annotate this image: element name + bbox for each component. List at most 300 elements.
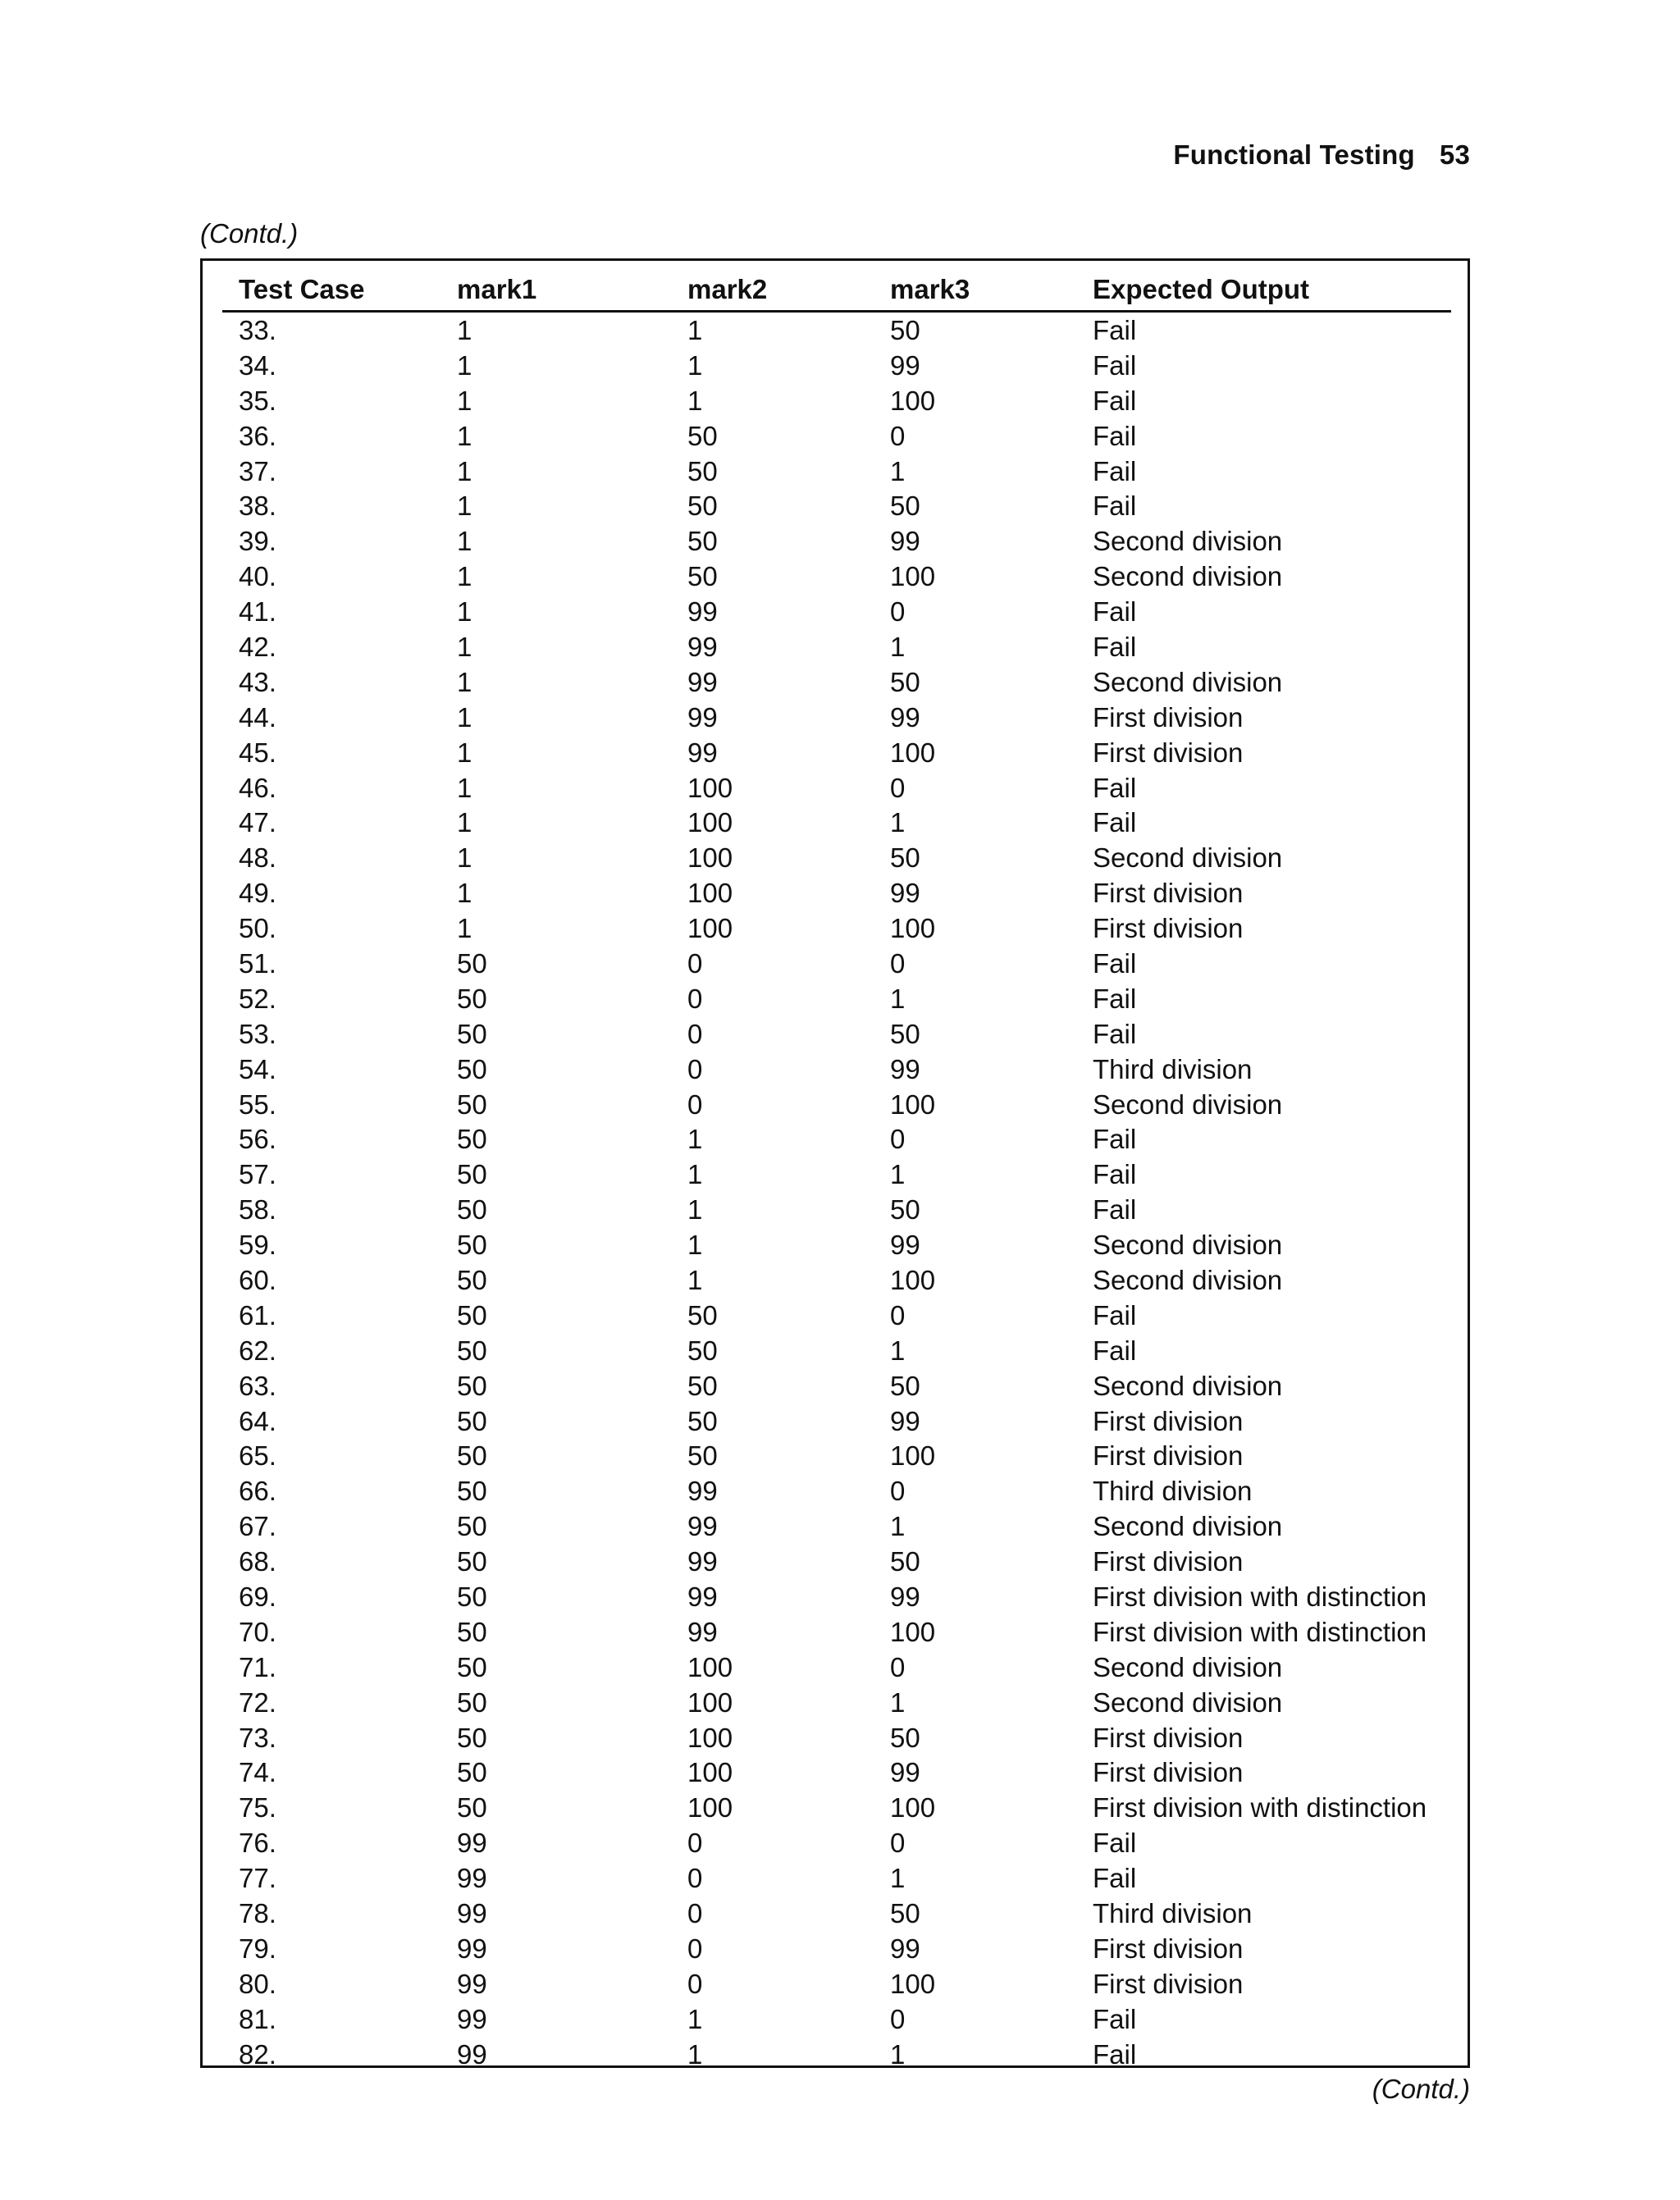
cell-mark2: 99	[687, 666, 718, 697]
table-row	[222, 700, 1451, 735]
table-frame	[200, 258, 1470, 2068]
cell-test-case: 55.	[239, 1089, 276, 1120]
column-header-test-case: Test Case	[222, 269, 441, 312]
cell-mark1: 99	[457, 1898, 487, 1929]
cell-mark1: 50	[457, 1616, 487, 1647]
cell-mark2: 50	[687, 455, 718, 486]
cell-mark3: 99	[890, 1230, 920, 1261]
cell-mark3: 50	[890, 842, 920, 874]
column-header-expected-output: Expected Output	[1076, 269, 1451, 312]
cell-mark3: 1	[890, 1511, 906, 1542]
cell-mark3: 0	[890, 2003, 906, 2034]
table-row	[222, 2001, 1451, 2037]
cell-mark1: 50	[457, 1476, 487, 1507]
cell-mark1: 50	[457, 1792, 487, 1823]
cell-mark1: 1	[457, 701, 472, 733]
cell-expected-output: Third division	[1093, 1898, 1253, 1929]
cell-mark3: 50	[890, 666, 920, 697]
cell-mark1: 50	[457, 1722, 487, 1753]
running-header	[1173, 139, 1470, 171]
cell-expected-output: First division	[1093, 1440, 1244, 1472]
cell-mark2: 50	[687, 1440, 718, 1472]
cell-test-case: 53.	[239, 1018, 276, 1049]
cell-mark1: 50	[457, 1194, 487, 1226]
cell-test-case: 49.	[239, 878, 276, 909]
cell-mark2: 100	[687, 1722, 733, 1753]
table-row	[222, 1121, 1451, 1157]
cell-test-case: 76.	[239, 1828, 276, 1859]
cell-test-case: 54.	[239, 1053, 276, 1084]
cell-mark1: 1	[457, 561, 472, 592]
cell-test-case: 44.	[239, 701, 276, 733]
table-row	[222, 735, 1451, 770]
cell-expected-output: First division with distinction	[1093, 1582, 1427, 1612]
cell-test-case: 74.	[239, 1757, 276, 1788]
cell-test-case: 82.	[239, 2038, 276, 2070]
cell-test-case: 38.	[239, 491, 276, 522]
cell-test-case: 35.	[239, 385, 276, 416]
cell-test-case: 77.	[239, 1863, 276, 1894]
table-row	[222, 383, 1451, 418]
cell-expected-output: First division	[1093, 1968, 1244, 1999]
cell-mark3: 100	[890, 385, 936, 416]
column-header-mark2: mark2	[671, 269, 874, 312]
table-row	[222, 348, 1451, 383]
cell-mark1: 1	[457, 349, 472, 381]
table-row	[222, 1368, 1451, 1404]
cell-mark1: 1	[457, 596, 472, 628]
cell-mark2: 50	[687, 1299, 718, 1330]
cell-mark3: 0	[890, 1651, 906, 1682]
cell-expected-output: Fail	[1093, 772, 1137, 803]
cell-mark3: 1	[890, 455, 906, 486]
table-row	[222, 1755, 1451, 1791]
cell-mark3: 1	[890, 631, 906, 662]
cell-test-case: 42.	[239, 631, 276, 662]
cell-mark3: 0	[890, 1124, 906, 1155]
cell-mark2: 1	[687, 1159, 703, 1190]
cell-mark3: 99	[890, 1405, 920, 1436]
cell-mark3: 100	[890, 913, 936, 944]
cell-mark2: 99	[687, 596, 718, 628]
cell-expected-output: Fail	[1093, 1018, 1137, 1049]
cell-mark2: 99	[687, 737, 718, 768]
cell-mark2: 0	[687, 1898, 703, 1929]
cell-mark3: 0	[890, 1476, 906, 1507]
cell-mark1: 50	[457, 1159, 487, 1190]
cell-mark2: 1	[687, 2038, 703, 2070]
cell-test-case: 78.	[239, 1898, 276, 1929]
cell-expected-output: First division with distinction	[1093, 1792, 1427, 1823]
cell-mark1: 1	[457, 491, 472, 522]
table-row	[222, 840, 1451, 875]
cell-expected-output: Second division	[1093, 1687, 1283, 1718]
cell-mark1: 50	[457, 1299, 487, 1330]
table-row	[222, 523, 1451, 559]
cell-expected-output: Second division	[1093, 1511, 1283, 1542]
cell-mark3: 0	[890, 947, 906, 979]
cell-expected-output: First division	[1093, 1405, 1244, 1436]
cell-mark1: 50	[457, 1440, 487, 1472]
cell-test-case: 58.	[239, 1194, 276, 1226]
continued-label-bottom: (Contd.)	[1372, 2074, 1470, 2104]
cell-mark3: 99	[890, 349, 920, 381]
cell-test-case: 59.	[239, 1230, 276, 1261]
cell-test-case: 65.	[239, 1440, 276, 1472]
cell-expected-output: Second division	[1093, 1651, 1283, 1682]
cell-mark3: 50	[890, 491, 920, 522]
table-row	[222, 312, 1451, 348]
cell-expected-output: Fail	[1093, 2003, 1137, 2034]
cell-mark3: 1	[890, 1335, 906, 1366]
cell-mark1: 50	[457, 1124, 487, 1155]
cell-expected-output: Second division	[1093, 1089, 1283, 1120]
table-row	[222, 981, 1451, 1016]
cell-mark1: 1	[457, 842, 472, 874]
cell-test-case: 66.	[239, 1476, 276, 1507]
cell-expected-output: Fail	[1093, 631, 1137, 662]
cell-test-case: 34.	[239, 349, 276, 381]
cell-expected-output: Fail	[1093, 385, 1137, 416]
cell-mark2: 50	[687, 491, 718, 522]
cell-mark3: 99	[890, 526, 920, 557]
cell-test-case: 48.	[239, 842, 276, 874]
cell-mark2: 99	[687, 1511, 718, 1542]
cell-mark2: 99	[687, 631, 718, 662]
cell-mark1: 50	[457, 1264, 487, 1295]
cell-mark2: 99	[687, 1476, 718, 1507]
cell-mark1: 1	[457, 737, 472, 768]
table-header-row	[222, 269, 1451, 312]
continued-label-top: (Contd.)	[200, 218, 299, 249]
cell-test-case: 80.	[239, 1968, 276, 1999]
cell-mark2: 0	[687, 1968, 703, 1999]
table-row	[222, 1825, 1451, 1860]
cell-test-case: 70.	[239, 1616, 276, 1647]
cell-mark3: 50	[890, 1018, 920, 1049]
cell-expected-output: Fail	[1093, 1159, 1137, 1190]
cell-mark1: 99	[457, 1863, 487, 1894]
cell-mark3: 0	[890, 772, 906, 803]
cell-test-case: 73.	[239, 1722, 276, 1753]
cell-expected-output: Fail	[1093, 1863, 1137, 1894]
cell-expected-output: Fail	[1093, 455, 1137, 486]
cell-expected-output: Fail	[1093, 807, 1137, 838]
cell-mark3: 99	[890, 878, 920, 909]
table-row	[222, 1473, 1451, 1509]
table-row	[222, 946, 1451, 981]
cell-test-case: 46.	[239, 772, 276, 803]
cell-mark1: 50	[457, 1053, 487, 1084]
cell-mark1: 1	[457, 455, 472, 486]
cell-test-case: 62.	[239, 1335, 276, 1366]
table-body	[222, 312, 1451, 2072]
cell-expected-output: Second division	[1093, 1264, 1283, 1295]
cell-test-case: 60.	[239, 1264, 276, 1295]
cell-mark3: 1	[890, 1687, 906, 1718]
cell-expected-output: Fail	[1093, 420, 1137, 451]
cell-mark1: 1	[457, 385, 472, 416]
cell-mark3: 100	[890, 1792, 936, 1823]
cell-expected-output: Fail	[1093, 1828, 1137, 1859]
cell-mark2: 100	[687, 842, 733, 874]
table-row	[222, 1439, 1451, 1474]
cell-test-case: 45.	[239, 737, 276, 768]
cell-mark2: 99	[687, 1616, 718, 1647]
cell-mark1: 50	[457, 983, 487, 1014]
cell-mark3: 99	[890, 1582, 920, 1612]
cell-expected-output: Fail	[1093, 1194, 1137, 1226]
cell-mark3: 50	[890, 1722, 920, 1753]
cell-mark1: 1	[457, 913, 472, 944]
cell-expected-output: Second division	[1093, 1370, 1283, 1401]
cell-expected-output: First division	[1093, 737, 1244, 768]
cell-mark2: 100	[687, 1687, 733, 1718]
cell-expected-output: First division	[1093, 701, 1244, 733]
table-row	[222, 1298, 1451, 1333]
cell-mark2: 0	[687, 947, 703, 979]
cell-mark1: 99	[457, 1968, 487, 1999]
cell-mark2: 50	[687, 1335, 718, 1366]
table-row	[222, 1016, 1451, 1052]
cell-mark1: 50	[457, 947, 487, 979]
cell-mark2: 1	[687, 1194, 703, 1226]
cell-mark2: 0	[687, 1053, 703, 1084]
page-number: 53	[1439, 139, 1470, 170]
cell-mark2: 1	[687, 1124, 703, 1155]
cell-mark1: 1	[457, 772, 472, 803]
cell-expected-output: First division with distinction	[1093, 1616, 1427, 1647]
cell-test-case: 36.	[239, 420, 276, 451]
cell-expected-output: Fail	[1093, 2038, 1137, 2070]
cell-expected-output: First division	[1093, 1546, 1244, 1577]
cell-test-case: 57.	[239, 1159, 276, 1190]
cell-mark3: 50	[890, 1546, 920, 1577]
cell-mark2: 50	[687, 1405, 718, 1436]
cell-test-case: 79.	[239, 1933, 276, 1964]
cell-test-case: 43.	[239, 666, 276, 697]
column-header-mark1: mark1	[441, 269, 671, 312]
cell-expected-output: Second division	[1093, 842, 1283, 874]
cell-mark1: 99	[457, 1828, 487, 1859]
cell-mark2: 100	[687, 1651, 733, 1682]
table-row	[222, 1614, 1451, 1650]
table-row	[222, 1509, 1451, 1544]
table-row	[222, 1720, 1451, 1755]
cell-expected-output: Fail	[1093, 1124, 1137, 1155]
cell-test-case: 50.	[239, 913, 276, 944]
cell-expected-output: Second division	[1093, 526, 1283, 557]
cell-mark2: 50	[687, 420, 718, 451]
running-header-title: Functional Testing	[1173, 139, 1415, 170]
cell-expected-output: Fail	[1093, 1299, 1137, 1330]
cell-expected-output: Third division	[1093, 1476, 1253, 1507]
table-row	[222, 2037, 1451, 2072]
cell-mark3: 99	[890, 1757, 920, 1788]
table-row	[222, 1052, 1451, 1087]
test-case-table	[222, 269, 1451, 2072]
cell-test-case: 39.	[239, 526, 276, 557]
cell-mark1: 1	[457, 314, 472, 345]
cell-mark3: 50	[890, 1370, 920, 1401]
cell-mark3: 1	[890, 1159, 906, 1190]
cell-mark2: 100	[687, 1792, 733, 1823]
cell-expected-output: Fail	[1093, 1335, 1137, 1366]
cell-mark2: 0	[687, 1828, 703, 1859]
cell-expected-output: First division	[1093, 1722, 1244, 1753]
table-row	[222, 1650, 1451, 1685]
cell-mark1: 50	[457, 1405, 487, 1436]
cell-mark2: 50	[687, 561, 718, 592]
cell-mark3: 1	[890, 1863, 906, 1894]
cell-mark2: 100	[687, 878, 733, 909]
cell-expected-output: Second division	[1093, 666, 1283, 697]
cell-mark1: 99	[457, 2003, 487, 2034]
table-row	[222, 488, 1451, 523]
table-row	[222, 1157, 1451, 1192]
cell-test-case: 51.	[239, 947, 276, 979]
cell-test-case: 37.	[239, 455, 276, 486]
table-row	[222, 1544, 1451, 1579]
cell-mark2: 1	[687, 1264, 703, 1295]
cell-test-case: 61.	[239, 1299, 276, 1330]
table-row	[222, 1227, 1451, 1262]
table-row	[222, 1685, 1451, 1720]
cell-test-case: 69.	[239, 1582, 276, 1612]
table-row	[222, 1404, 1451, 1439]
cell-mark1: 50	[457, 1335, 487, 1366]
cell-mark3: 1	[890, 807, 906, 838]
cell-mark1: 1	[457, 420, 472, 451]
cell-test-case: 72.	[239, 1687, 276, 1718]
table-row	[222, 1192, 1451, 1227]
cell-test-case: 63.	[239, 1370, 276, 1401]
cell-mark1: 50	[457, 1511, 487, 1542]
cell-test-case: 68.	[239, 1546, 276, 1577]
cell-mark3: 0	[890, 1299, 906, 1330]
cell-mark1: 50	[457, 1757, 487, 1788]
cell-mark3: 99	[890, 701, 920, 733]
cell-mark2: 99	[687, 1582, 718, 1612]
cell-mark1: 1	[457, 526, 472, 557]
cell-test-case: 71.	[239, 1651, 276, 1682]
cell-test-case: 67.	[239, 1511, 276, 1542]
cell-mark1: 50	[457, 1687, 487, 1718]
cell-mark2: 100	[687, 1757, 733, 1788]
cell-mark2: 100	[687, 772, 733, 803]
cell-mark3: 100	[890, 561, 936, 592]
cell-mark1: 50	[457, 1582, 487, 1612]
table-row	[222, 1087, 1451, 1122]
cell-mark2: 1	[687, 314, 703, 345]
table-row	[222, 1262, 1451, 1298]
cell-mark3: 0	[890, 1828, 906, 1859]
cell-mark1: 1	[457, 807, 472, 838]
cell-expected-output: Fail	[1093, 314, 1137, 345]
cell-expected-output: First division	[1093, 913, 1244, 944]
cell-mark3: 100	[890, 1968, 936, 1999]
cell-mark2: 100	[687, 807, 733, 838]
cell-expected-output: Fail	[1093, 596, 1137, 628]
cell-mark2: 1	[687, 2003, 703, 2034]
cell-mark2: 99	[687, 701, 718, 733]
table-row	[222, 418, 1451, 454]
cell-mark2: 50	[687, 526, 718, 557]
cell-mark3: 99	[890, 1933, 920, 1964]
cell-mark1: 1	[457, 631, 472, 662]
cell-mark3: 100	[890, 1440, 936, 1472]
cell-test-case: 52.	[239, 983, 276, 1014]
table-row	[222, 629, 1451, 664]
cell-mark3: 99	[890, 1053, 920, 1084]
column-header-mark3: mark3	[874, 269, 1076, 312]
table-row	[222, 875, 1451, 911]
table-row	[222, 664, 1451, 700]
cell-test-case: 47.	[239, 807, 276, 838]
table-row	[222, 1931, 1451, 1966]
cell-mark1: 50	[457, 1370, 487, 1401]
cell-mark2: 99	[687, 1546, 718, 1577]
cell-expected-output: Second division	[1093, 561, 1283, 592]
cell-mark2: 0	[687, 1089, 703, 1120]
cell-mark2: 0	[687, 983, 703, 1014]
cell-mark3: 1	[890, 983, 906, 1014]
table-row	[222, 1579, 1451, 1614]
cell-test-case: 40.	[239, 561, 276, 592]
cell-mark3: 50	[890, 314, 920, 345]
cell-expected-output: First division	[1093, 1757, 1244, 1788]
table-row	[222, 454, 1451, 489]
cell-mark3: 0	[890, 596, 906, 628]
table-row	[222, 1790, 1451, 1825]
cell-test-case: 75.	[239, 1792, 276, 1823]
table-row	[222, 1966, 1451, 2001]
table-row	[222, 559, 1451, 594]
cell-mark1: 99	[457, 2038, 487, 2070]
cell-expected-output: Fail	[1093, 983, 1137, 1014]
table-row	[222, 805, 1451, 840]
cell-mark3: 100	[890, 1264, 936, 1295]
cell-mark2: 50	[687, 1370, 718, 1401]
cell-mark1: 1	[457, 878, 472, 909]
cell-test-case: 33.	[239, 314, 276, 345]
cell-mark1: 1	[457, 666, 472, 697]
table-row	[222, 594, 1451, 629]
table-row	[222, 911, 1451, 946]
cell-expected-output: Second division	[1093, 1230, 1283, 1261]
cell-test-case: 81.	[239, 2003, 276, 2034]
cell-expected-output: Fail	[1093, 349, 1137, 381]
cell-mark3: 1	[890, 2038, 906, 2070]
cell-mark1: 50	[457, 1230, 487, 1261]
cell-expected-output: First division	[1093, 1933, 1244, 1964]
cell-mark2: 1	[687, 1230, 703, 1261]
cell-mark1: 99	[457, 1933, 487, 1964]
cell-expected-output: Fail	[1093, 491, 1137, 522]
cell-mark3: 100	[890, 737, 936, 768]
cell-test-case: 64.	[239, 1405, 276, 1436]
cell-expected-output: Fail	[1093, 947, 1137, 979]
cell-mark2: 0	[687, 1863, 703, 1894]
cell-mark3: 0	[890, 420, 906, 451]
table-row	[222, 1860, 1451, 1896]
cell-mark1: 50	[457, 1089, 487, 1120]
cell-test-case: 41.	[239, 596, 276, 628]
cell-expected-output: Third division	[1093, 1053, 1253, 1084]
cell-mark3: 50	[890, 1898, 920, 1929]
table-row	[222, 1333, 1451, 1368]
cell-mark3: 50	[890, 1194, 920, 1226]
